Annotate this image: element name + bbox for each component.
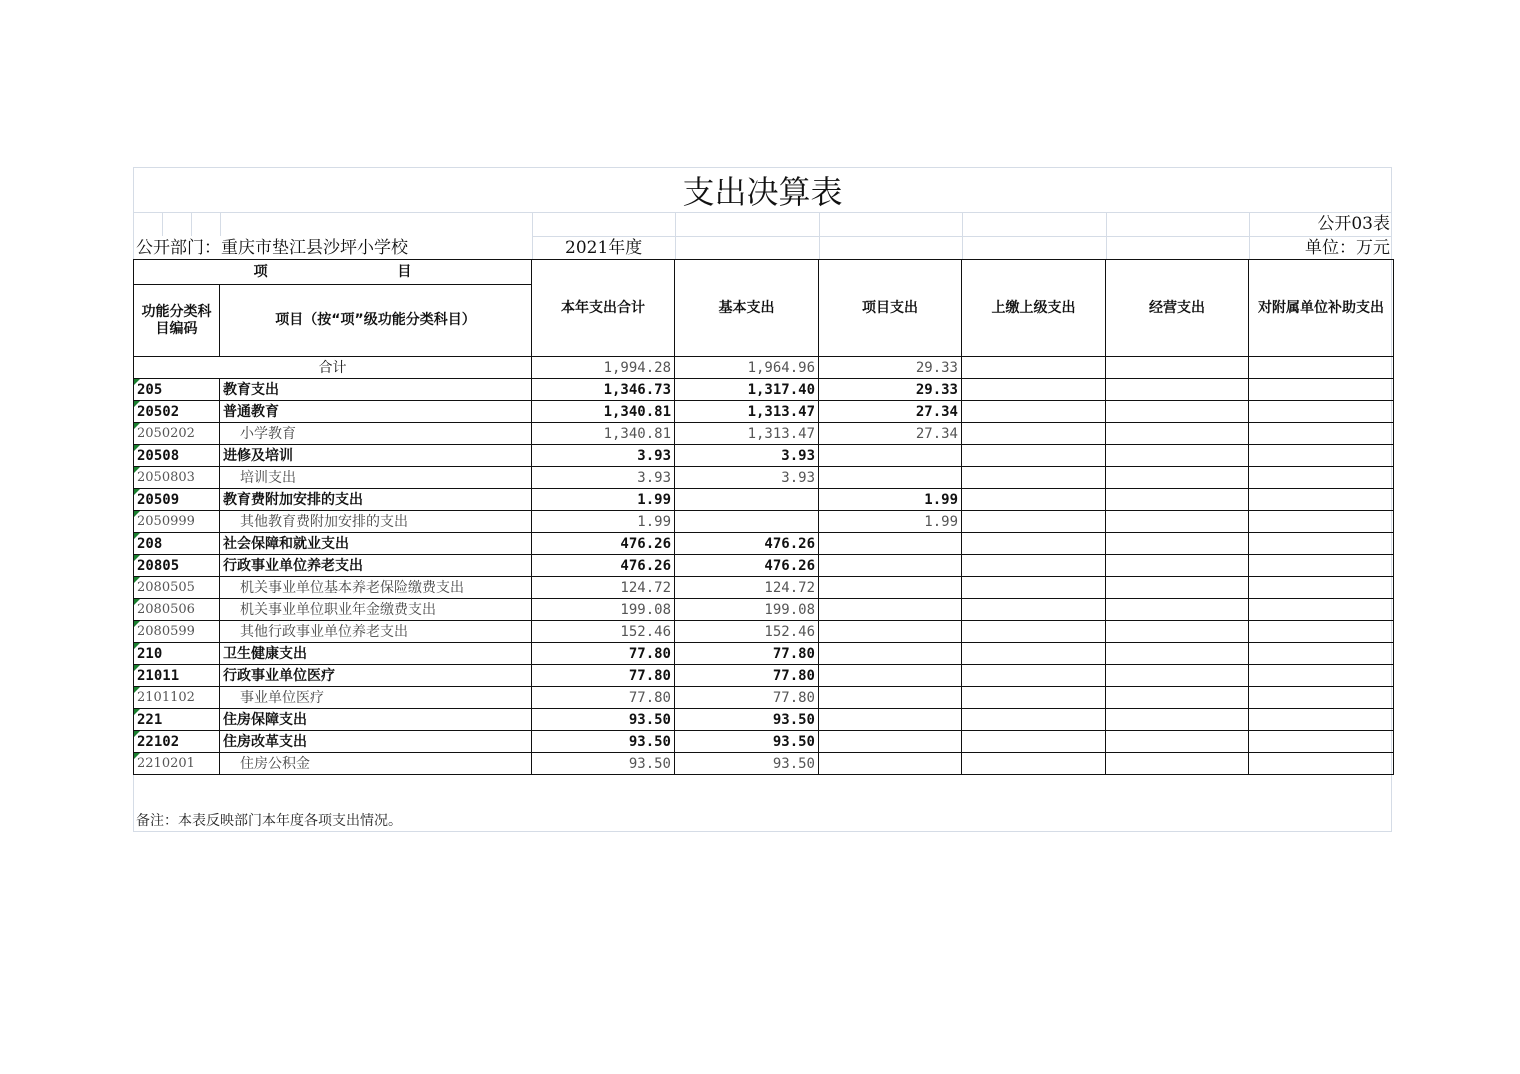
table-row [134, 533, 1394, 555]
category-code: 2050999 [134, 511, 220, 533]
table-row [134, 445, 1394, 467]
category-code: 20508 [134, 445, 220, 467]
category-code: 2080599 [134, 621, 220, 643]
total-amount: 476.26 [532, 555, 675, 577]
business-amount [1106, 555, 1249, 577]
subsidy-amount [1249, 533, 1394, 555]
project-amount [819, 731, 962, 753]
basic-amount: 199.08 [675, 599, 819, 621]
empty-cell [962, 212, 1106, 236]
total-amount: 1,346.73 [532, 379, 675, 401]
category-name: 行政事业单位医疗 [220, 665, 532, 687]
empty-cell [1106, 212, 1249, 236]
item-group-header [134, 260, 532, 285]
total-amount: 77.80 [532, 665, 675, 687]
category-code: 20509 [134, 489, 220, 511]
upper-amount [962, 577, 1106, 599]
category-code: 20805 [134, 555, 220, 577]
basic-amount: 3.93 [675, 445, 819, 467]
project-amount [819, 709, 962, 731]
empty-cell [675, 212, 819, 236]
category-name: 其他行政事业单位养老支出 [220, 621, 532, 643]
basic-amount: 1,313.47 [675, 423, 819, 445]
table-row [134, 489, 1394, 511]
total-amount: 1,340.81 [532, 423, 675, 445]
empty-cell [532, 212, 675, 236]
basic-amount: 152.46 [675, 621, 819, 643]
table-row [134, 401, 1394, 423]
page-title: 支出决算表 [682, 173, 843, 211]
business-amount [1106, 489, 1249, 511]
subsidy-amount [1249, 467, 1394, 489]
header-basic: 基本支出 [675, 260, 819, 357]
basic-amount: 93.50 [675, 731, 819, 753]
category-name: 行政事业单位养老支出 [220, 555, 532, 577]
category-code: 2050202 [134, 423, 220, 445]
total-amount: 1.99 [532, 489, 675, 511]
header-name: 项目（按“项”级功能分类科目） [220, 285, 532, 357]
total-row [134, 357, 1394, 379]
category-code: 2080506 [134, 599, 220, 621]
department-row [133, 236, 1392, 260]
table-row [134, 643, 1394, 665]
category-name: 住房保障支出 [220, 709, 532, 731]
table-row [134, 555, 1394, 577]
subsidy-amount [1249, 621, 1394, 643]
upper-amount [962, 687, 1106, 709]
upper-amount [962, 467, 1106, 489]
category-name: 其他教育费附加安排的支出 [220, 511, 532, 533]
basic-amount: 77.80 [675, 665, 819, 687]
basic-amount: 1,317.40 [675, 379, 819, 401]
category-name: 小学教育 [220, 423, 532, 445]
total-amount: 3.93 [532, 467, 675, 489]
upper-amount [962, 511, 1106, 533]
category-code: 2080505 [134, 577, 220, 599]
category-name: 教育费附加安排的支出 [220, 489, 532, 511]
header-upper: 上缴上级支出 [962, 260, 1106, 357]
total-upper [962, 357, 1106, 379]
category-code: 210 [134, 643, 220, 665]
upper-amount [962, 643, 1106, 665]
category-name: 机关事业单位职业年金缴费支出 [220, 599, 532, 621]
project-amount [819, 599, 962, 621]
item-group-right-label: 目 [397, 263, 412, 280]
total-project: 29.33 [819, 357, 962, 379]
category-code: 2101102 [134, 687, 220, 709]
header-total: 本年支出合计 [532, 260, 675, 357]
empty-cell [220, 212, 532, 236]
table-row [134, 423, 1394, 445]
project-amount: 29.33 [819, 379, 962, 401]
table-row [134, 731, 1394, 753]
subsidy-amount [1249, 731, 1394, 753]
total-amount: 199.08 [532, 599, 675, 621]
subsidy-amount [1249, 379, 1394, 401]
total-amount: 93.50 [532, 753, 675, 775]
total-subsidy [1249, 357, 1394, 379]
header-subsidy: 对附属单位补助支出 [1249, 260, 1394, 357]
total-business [1106, 357, 1249, 379]
upper-amount [962, 533, 1106, 555]
total-amount: 1.99 [532, 511, 675, 533]
basic-amount [675, 511, 819, 533]
category-code: 22102 [134, 731, 220, 753]
upper-amount [962, 599, 1106, 621]
subsidy-amount [1249, 555, 1394, 577]
basic-amount: 476.26 [675, 555, 819, 577]
project-amount [819, 445, 962, 467]
table-row [134, 753, 1394, 775]
header-project: 项目支出 [819, 260, 962, 357]
project-amount [819, 467, 962, 489]
subsidy-amount [1249, 599, 1394, 621]
table-row [134, 687, 1394, 709]
project-amount: 27.34 [819, 401, 962, 423]
business-amount [1106, 687, 1249, 709]
total-amount: 77.80 [532, 643, 675, 665]
subsidy-amount [1249, 687, 1394, 709]
basic-amount: 77.80 [675, 687, 819, 709]
category-code: 2210201 [134, 753, 220, 775]
upper-amount [962, 709, 1106, 731]
department-name: 公开部门：重庆市垫江县沙坪小学校 [136, 238, 408, 258]
subsidy-amount [1249, 445, 1394, 467]
total-amount: 152.46 [532, 621, 675, 643]
business-amount [1106, 753, 1249, 775]
item-group-left-label: 项 [253, 263, 268, 280]
total-amount: 93.50 [532, 709, 675, 731]
project-amount [819, 577, 962, 599]
expenditure-table [133, 259, 1394, 775]
category-name: 机关事业单位基本养老保险缴费支出 [220, 577, 532, 599]
subsidy-amount [1249, 401, 1394, 423]
business-amount [1106, 709, 1249, 731]
category-code: 2050803 [134, 467, 220, 489]
subsidy-amount [1249, 577, 1394, 599]
subsidy-amount [1249, 511, 1394, 533]
footnote: 备注：本表反映部门本年度各项支出情况。 [136, 813, 402, 829]
business-amount [1106, 467, 1249, 489]
basic-amount: 93.50 [675, 753, 819, 775]
subsidy-amount [1249, 423, 1394, 445]
upper-amount [962, 401, 1106, 423]
category-name: 住房改革支出 [220, 731, 532, 753]
table-row [134, 709, 1394, 731]
project-amount [819, 665, 962, 687]
basic-amount: 77.80 [675, 643, 819, 665]
fiscal-year: 2021年度 [565, 238, 643, 258]
total-amount: 1,340.81 [532, 401, 675, 423]
category-code: 221 [134, 709, 220, 731]
project-amount: 1.99 [819, 489, 962, 511]
business-amount [1106, 423, 1249, 445]
category-name: 住房公积金 [220, 753, 532, 775]
business-amount [1106, 533, 1249, 555]
currency-unit: 单位：万元 [1305, 238, 1390, 258]
table-row [134, 665, 1394, 687]
total-amount: 1,994.28 [532, 357, 675, 379]
basic-amount: 124.72 [675, 577, 819, 599]
project-amount [819, 687, 962, 709]
subsidy-amount [1249, 753, 1394, 775]
business-amount [1106, 643, 1249, 665]
project-amount [819, 643, 962, 665]
project-amount [819, 533, 962, 555]
total-amount: 93.50 [532, 731, 675, 753]
business-amount [1106, 379, 1249, 401]
category-code: 20502 [134, 401, 220, 423]
upper-amount [962, 379, 1106, 401]
empty-cell [819, 212, 962, 236]
business-amount [1106, 665, 1249, 687]
total-basic: 1,964.96 [675, 357, 819, 379]
subsidy-amount [1249, 709, 1394, 731]
project-amount: 27.34 [819, 423, 962, 445]
category-code: 205 [134, 379, 220, 401]
upper-amount [962, 665, 1106, 687]
total-label: 合计 [134, 357, 532, 379]
upper-amount [962, 555, 1106, 577]
upper-amount [962, 423, 1106, 445]
upper-amount [962, 445, 1106, 467]
business-amount [1106, 511, 1249, 533]
empty-cell [162, 212, 191, 236]
category-code: 208 [134, 533, 220, 555]
subsidy-amount [1249, 665, 1394, 687]
form-number-row [133, 212, 1392, 236]
business-amount [1106, 731, 1249, 753]
category-name: 进修及培训 [220, 445, 532, 467]
project-amount [819, 621, 962, 643]
table-row [134, 621, 1394, 643]
header-code: 功能分类科目编码 [134, 285, 220, 357]
total-amount: 3.93 [532, 445, 675, 467]
table-row [134, 511, 1394, 533]
business-amount [1106, 577, 1249, 599]
upper-amount [962, 489, 1106, 511]
upper-amount [962, 753, 1106, 775]
empty-cell [962, 236, 1106, 260]
business-amount [1106, 621, 1249, 643]
header-business: 经营支出 [1106, 260, 1249, 357]
total-amount: 476.26 [532, 533, 675, 555]
category-name: 卫生健康支出 [220, 643, 532, 665]
project-amount [819, 555, 962, 577]
upper-amount [962, 731, 1106, 753]
basic-amount: 476.26 [675, 533, 819, 555]
business-amount [1106, 599, 1249, 621]
empty-cell [133, 212, 162, 236]
category-code: 21011 [134, 665, 220, 687]
basic-amount: 3.93 [675, 467, 819, 489]
empty-cell [819, 236, 962, 260]
business-amount [1106, 401, 1249, 423]
table-row [134, 577, 1394, 599]
total-amount: 77.80 [532, 687, 675, 709]
project-amount: 1.99 [819, 511, 962, 533]
table-row [134, 467, 1394, 489]
form-number: 公开03表 [1317, 214, 1390, 234]
basic-amount: 93.50 [675, 709, 819, 731]
project-amount [819, 753, 962, 775]
subsidy-amount [1249, 643, 1394, 665]
basic-amount: 1,313.47 [675, 401, 819, 423]
empty-cell [675, 236, 819, 260]
total-amount: 124.72 [532, 577, 675, 599]
table-row [134, 599, 1394, 621]
category-name: 事业单位医疗 [220, 687, 532, 709]
category-name: 普通教育 [220, 401, 532, 423]
category-name: 培训支出 [220, 467, 532, 489]
upper-amount [962, 621, 1106, 643]
category-name: 社会保障和就业支出 [220, 533, 532, 555]
business-amount [1106, 445, 1249, 467]
basic-amount [675, 489, 819, 511]
empty-cell [1106, 236, 1249, 260]
subsidy-amount [1249, 489, 1394, 511]
empty-cell [191, 212, 220, 236]
table-row [134, 379, 1394, 401]
category-name: 教育支出 [220, 379, 532, 401]
